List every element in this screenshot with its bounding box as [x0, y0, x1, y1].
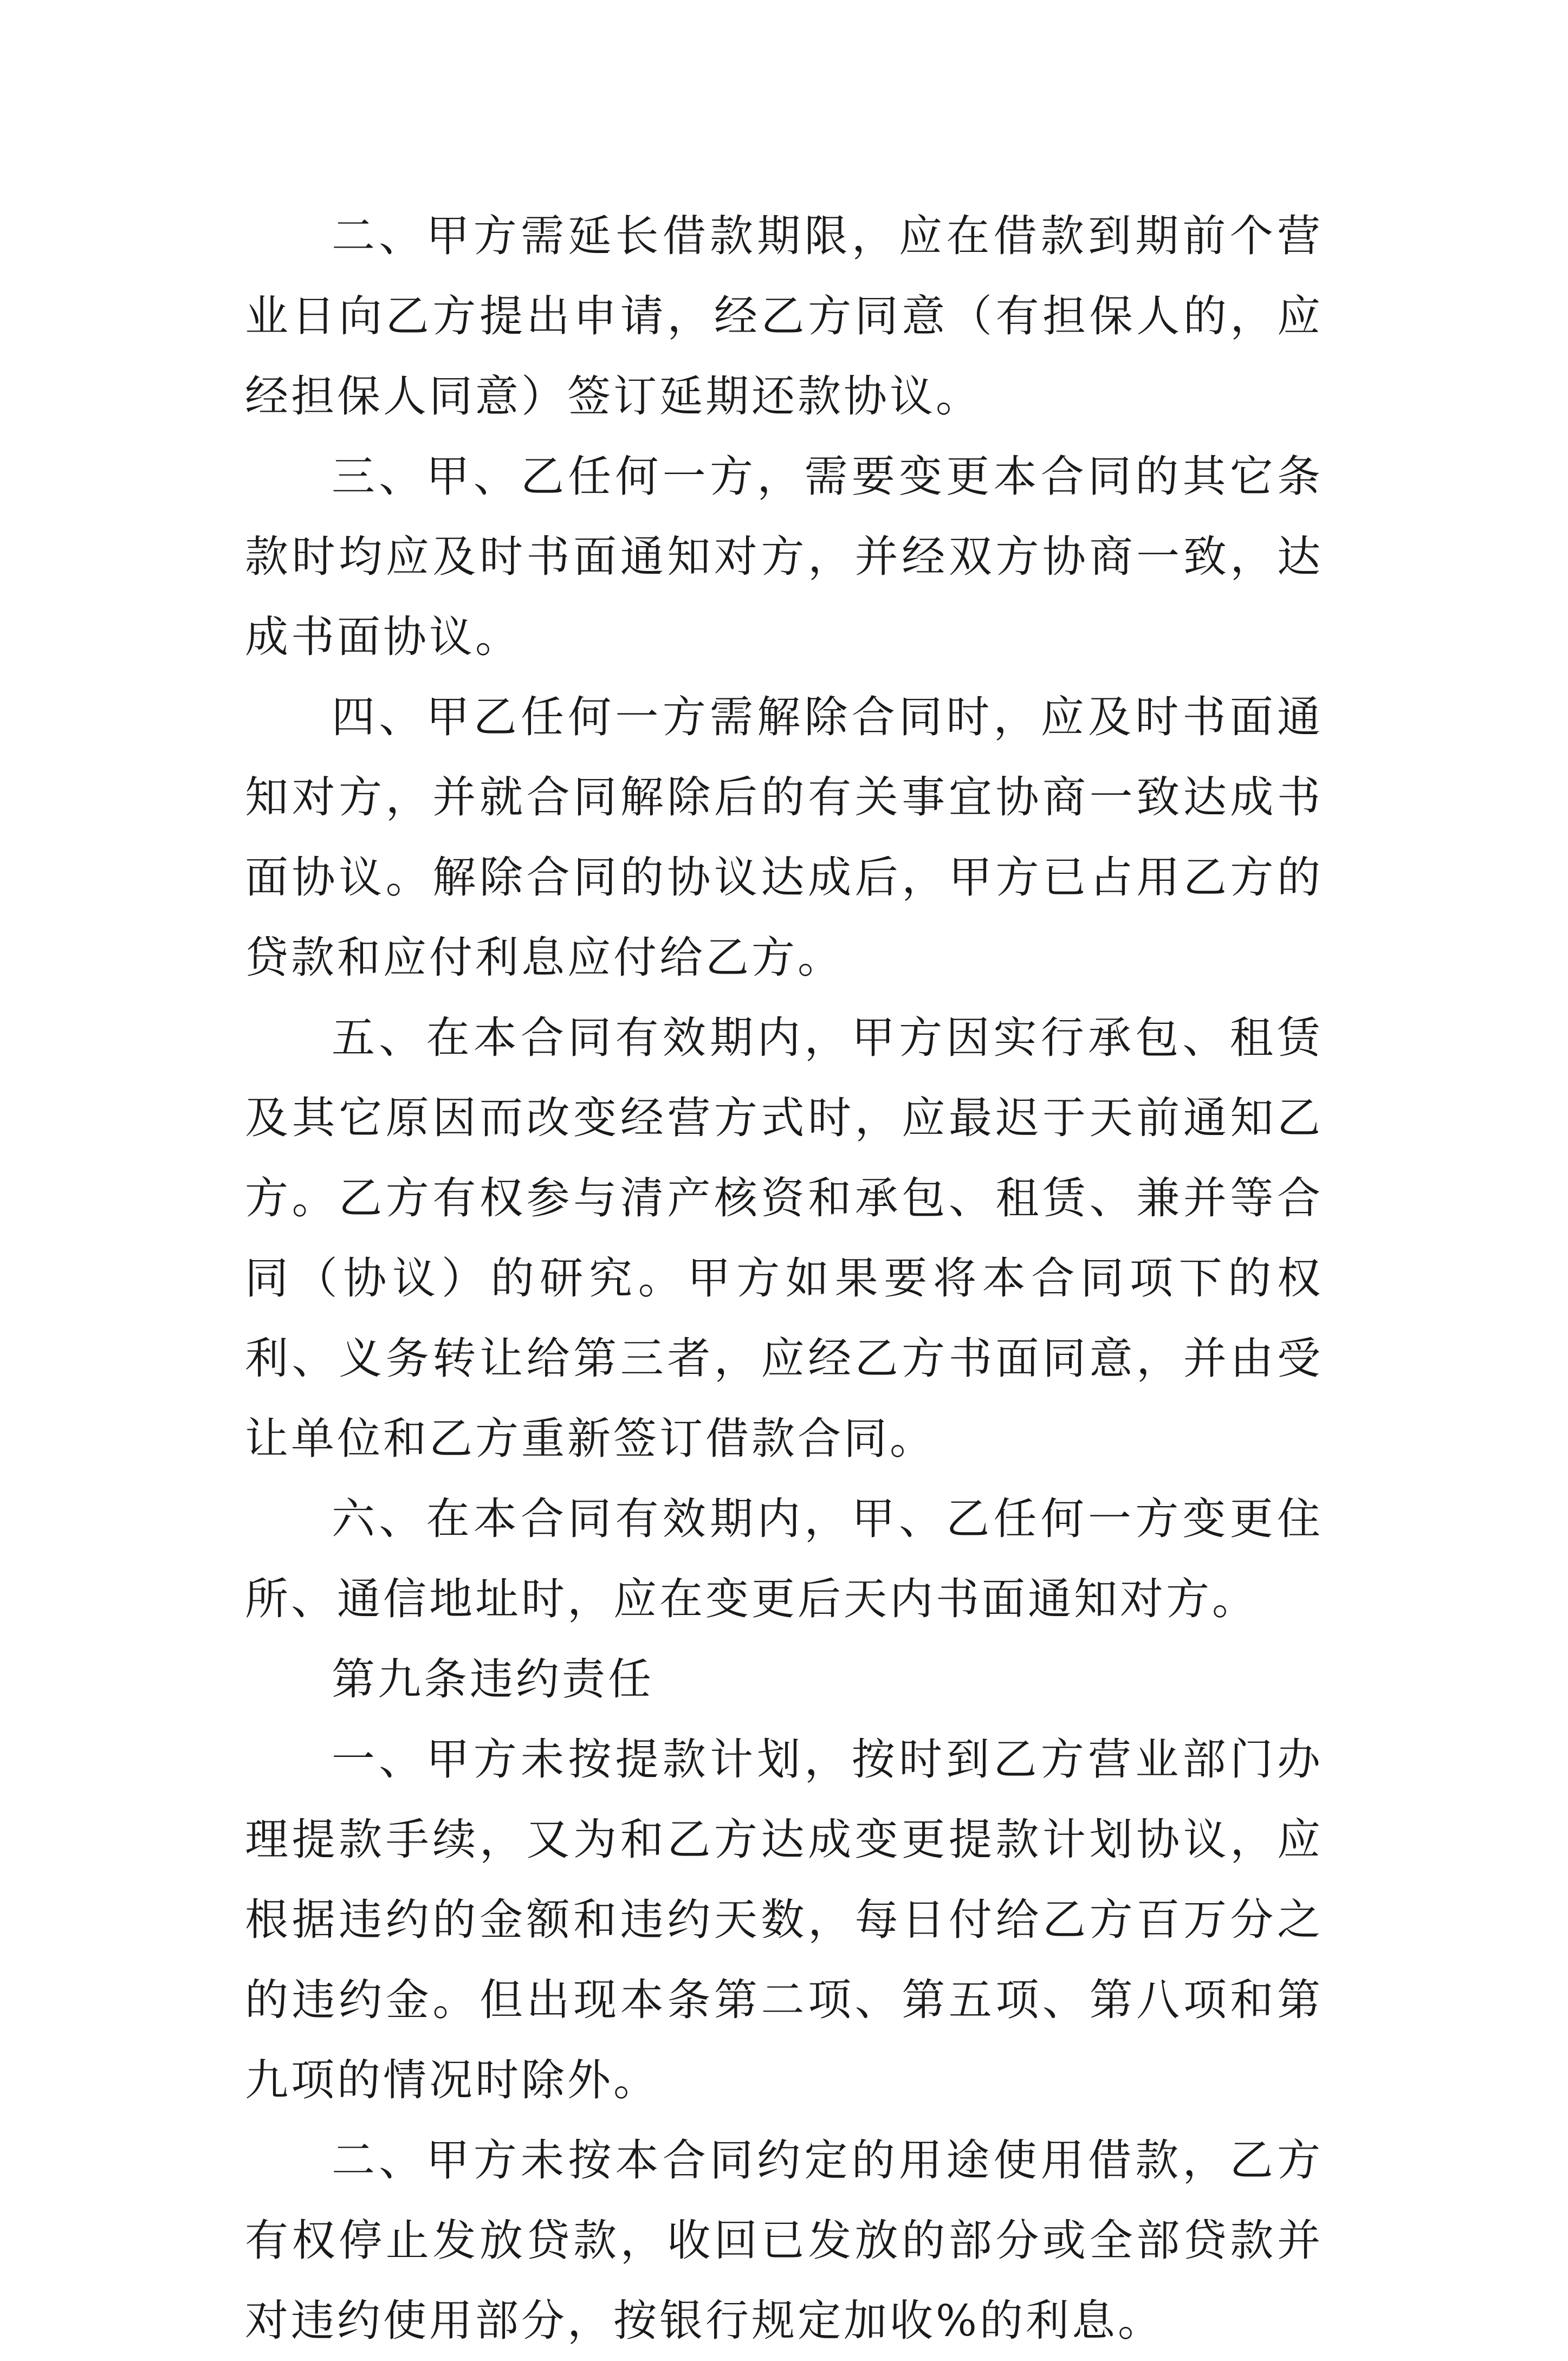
paragraph-contract-termination: 四、甲乙任何一方需解除合同时，应及时书面通知对方，并就合同解除后的有关事宜协商一致达成书面协议。解除合同的协议达成后，甲方已占用乙方的贷款和应付利息应付给乙方。: [245, 692, 1323, 983]
paragraph-misuse-breach: 二、甲方未按本合同约定的用途使用借款，乙方有权停止发放贷款，收回已发放的部分或全部贷款并对违约使用部分，按银行规定加收%的利息。: [245, 2135, 1323, 2346]
paragraph-withdrawal-breach: 一、甲方未按提款计划，按时到乙方营业部门办理提款手续，又为和乙方达成变更提款计划协议，应根据违约的金额和违约天数，每日付给乙方百万分之的违约金。但出现本条第二项、第五项、第八项和第九项的情况时除外。: [245, 1734, 1323, 2105]
paragraph-business-change: 五、在本合同有效期内，甲方因实行承包、租赁及其它原因而改变经营方式时，应最迟于天前通知乙方。乙方有权参与清产核资和承包、租赁、兼并等合同（协议）的研究。甲方如果要将本合同项下的权利、义务转让给第三者，应经乙方书面同意，并由受让单位和乙方重新签订借款合同。: [245, 1013, 1323, 1464]
paragraph-contract-change: 三、甲、乙任何一方，需要变更本合同的其它条款时均应及时书面通知对方，并经双方协商一致，达成书面协议。: [245, 451, 1323, 662]
document-body: [245, 196, 1323, 2361]
paragraph-extension-request: 二、甲方需延长借款期限，应在借款到期前个营业日向乙方提出申请，经乙方同意（有担保人的，应经担保人同意）签订延期还款协议。: [245, 211, 1323, 421]
section-heading-breach-liability: 第九条违约责任: [332, 1654, 654, 1704]
paragraph-address-change: 六、在本合同有效期内，甲、乙任何一方变更住所、通信地址时，应在变更后天内书面通知对方。: [245, 1494, 1323, 1624]
